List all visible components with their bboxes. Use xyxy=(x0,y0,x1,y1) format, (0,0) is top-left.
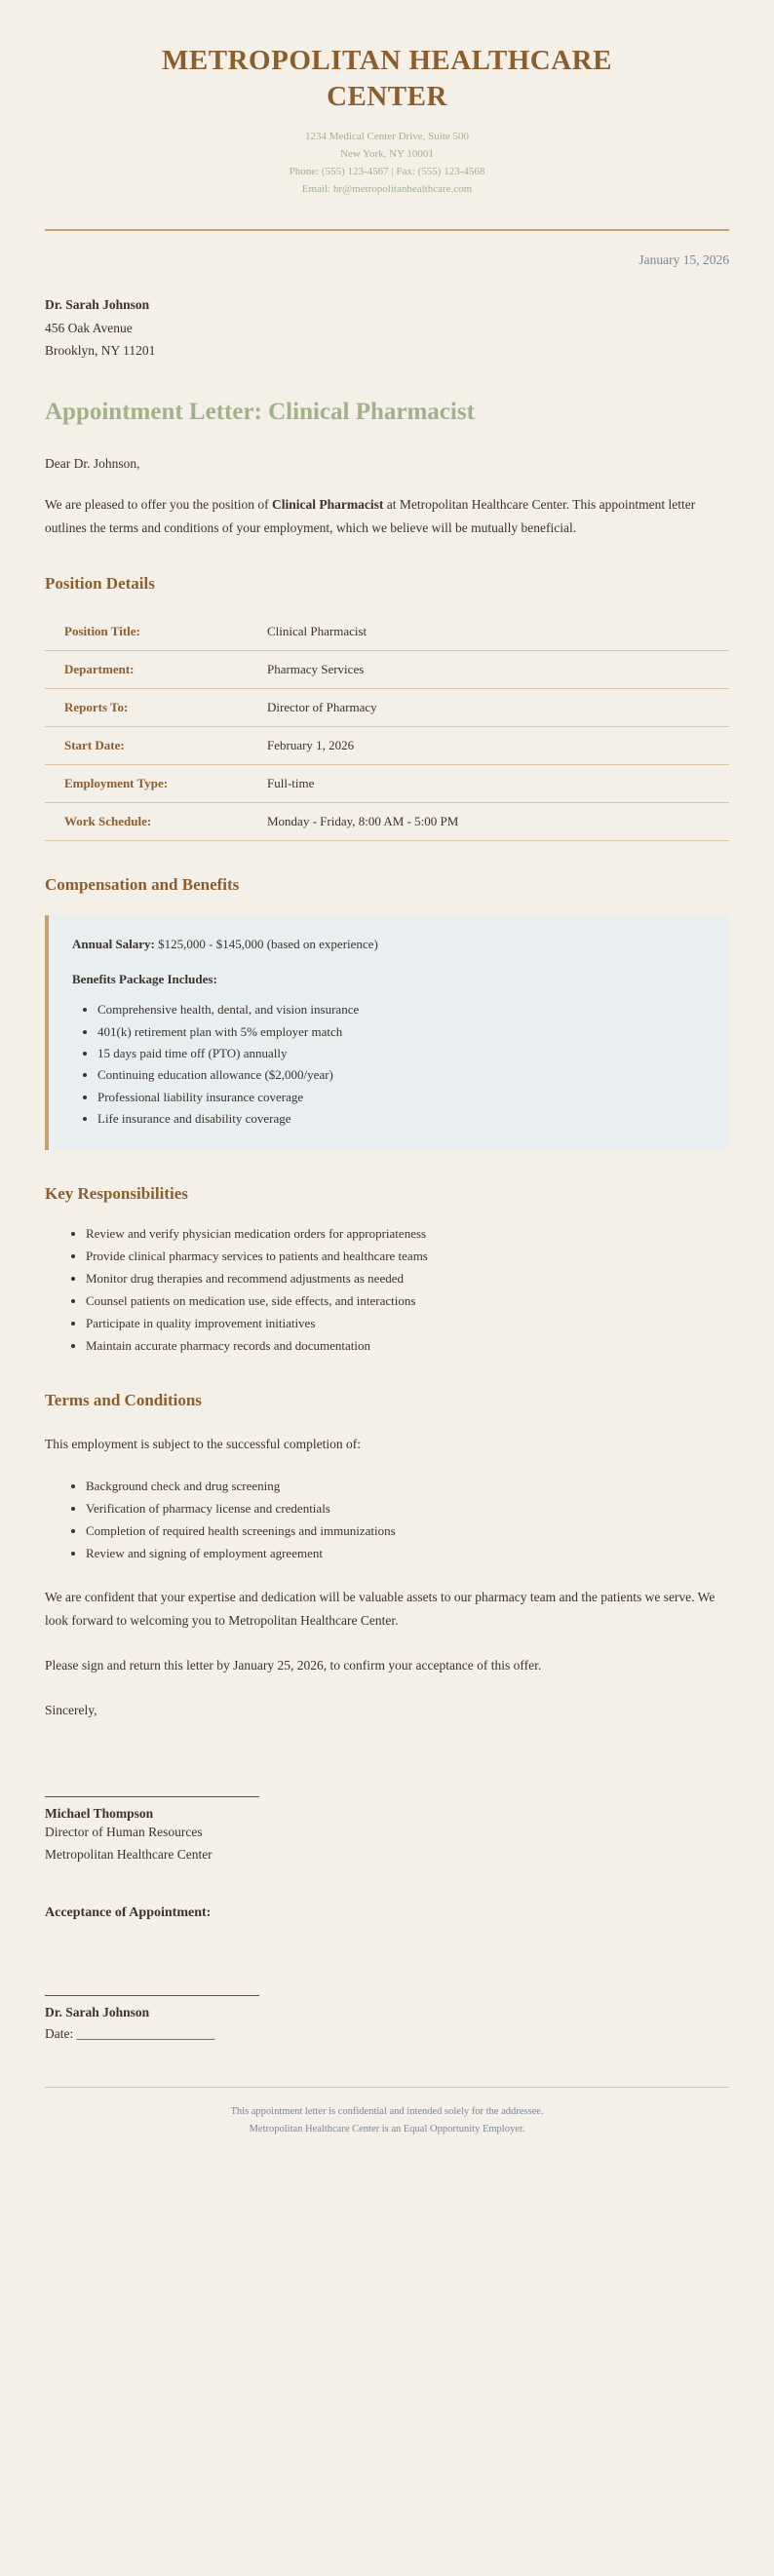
letterhead-divider xyxy=(45,229,729,231)
org-email: Email: hr@metropolitanhealthcare.com xyxy=(301,182,473,195)
signatory-title: Director of Human Resources xyxy=(45,1825,203,1840)
footer-eeo-line: Metropolitan Healthcare Center is an Equal Opportunity Employer. xyxy=(249,2123,525,2134)
footer-confidentiality-line: This appointment letter is confidential and intended solely for the addressee. xyxy=(230,2105,544,2117)
intro-position-emphasis: Clinical Pharmacist xyxy=(271,497,384,513)
org-address-line: 1234 Medical Center Drive, Suite 500 xyxy=(304,131,470,143)
list-item: • Continuing education allowance ($2,000/year) xyxy=(97,1064,708,1086)
recipient-name: Dr. Sarah Johnson xyxy=(45,297,150,313)
row-value: Monday - Friday, 8:00 AM - 5:00 PM xyxy=(267,802,729,840)
section-heading-compensation: Compensation and Benefits xyxy=(45,874,240,894)
intro-paragraph xyxy=(45,493,729,540)
list-item: • Verification of pharmacy license and credentials xyxy=(86,1497,729,1519)
benefits-package-title: Benefits Package Includes: xyxy=(72,972,217,987)
list-item: • Comprehensive health, dental, and vision insurance xyxy=(97,999,708,1020)
section-heading-position-details: Position Details xyxy=(45,574,155,594)
list-item: • Review and verify physician medication orders for appropriateness xyxy=(86,1222,729,1245)
annual-salary-value: $125,000 - $145,000 (based on experience) xyxy=(154,936,378,951)
row-label: Start Date: xyxy=(45,726,267,764)
table-row xyxy=(45,764,729,802)
table-row xyxy=(45,613,729,651)
section-heading-terms: Terms and Conditions xyxy=(45,1391,202,1410)
organization-name: METROPOLITAN HEALTHCARE CENTER xyxy=(162,45,612,113)
signature-block xyxy=(45,1751,729,1866)
list-item: • Completion of required health screenings and immunizations xyxy=(86,1519,729,1542)
annual-salary-label: Annual Salary: xyxy=(72,936,155,951)
row-value: February 1, 2026 xyxy=(267,726,729,764)
org-city-state-zip: New York, NY 10001 xyxy=(340,148,434,161)
annual-salary-line xyxy=(72,935,708,955)
position-details-table xyxy=(45,613,729,841)
recipient-city-state-zip: Brooklyn, NY 11201 xyxy=(45,342,156,358)
benefits-callout-box xyxy=(45,915,729,1150)
recipient-address-block xyxy=(45,293,729,362)
closing-paragraph-1: We are confident that your expertise and dedication will be valuable assets to our pharmacy team and the patients we serve. We look forward to welcoming you to Metropolitan Healthcare Center. xyxy=(45,1590,716,1629)
recipient-street: 456 Oak Avenue xyxy=(45,320,133,335)
table-row xyxy=(45,726,729,764)
list-item: • 15 days paid time off (PTO) annually xyxy=(97,1043,708,1064)
table-row xyxy=(45,802,729,840)
row-label: Position Title: xyxy=(45,613,267,651)
acceptance-signature-line[interactable] xyxy=(45,1950,259,1996)
closing-paragraph-2: Please sign and return this letter by January 25, 2026, to confirm your acceptance of this offer. xyxy=(45,1658,542,1673)
row-value: Full-time xyxy=(267,764,729,802)
row-value: Pharmacy Services xyxy=(267,650,729,688)
letter-date: January 15, 2026 xyxy=(639,252,729,268)
row-label: Work Schedule: xyxy=(45,802,267,840)
acceptance-date-field[interactable]: Date: _____________________ xyxy=(45,2025,215,2041)
list-item: • Background check and drug screening xyxy=(86,1475,729,1497)
row-label: Department: xyxy=(45,650,267,688)
list-item: • 401(k) retirement plan with 5% employer match xyxy=(97,1021,708,1043)
org-phone-fax: Phone: (555) 123-4567 | Fax: (555) 123-4568 xyxy=(289,165,485,177)
list-item: • Professional liability insurance coverage xyxy=(97,1087,708,1108)
acceptance-signature-block xyxy=(45,1950,729,2042)
footer-divider xyxy=(45,2087,729,2088)
list-item: • Review and signing of employment agreement xyxy=(86,1542,729,1564)
signatory-organization: Metropolitan Healthcare Center xyxy=(45,1847,213,1862)
list-item: • Participate in quality improvement initiatives xyxy=(86,1312,729,1334)
row-label: Reports To: xyxy=(45,688,267,726)
table-row xyxy=(45,650,729,688)
list-item: • Maintain accurate pharmacy records and documentation xyxy=(86,1334,729,1357)
table-row xyxy=(45,688,729,726)
benefits-list xyxy=(72,999,708,1130)
row-value: Clinical Pharmacist xyxy=(267,613,729,651)
organization-contact-block xyxy=(45,129,729,198)
row-label: Employment Type: xyxy=(45,764,267,802)
signatory-name: Michael Thompson xyxy=(45,1806,154,1822)
row-value: Director of Pharmacy xyxy=(267,688,729,726)
signature-line xyxy=(45,1751,259,1797)
acceptance-signatory-name: Dr. Sarah Johnson xyxy=(45,2004,150,2019)
acceptance-heading: Acceptance of Appointment: xyxy=(45,1904,212,1920)
terms-list xyxy=(45,1475,729,1565)
section-heading-responsibilities: Key Responsibilities xyxy=(45,1183,188,1203)
intro-text-part2: at Metropolitan Healthcare Center. This appointment letter outlines the terms and conditions of your employment, which we believe will be mutually beneficial. xyxy=(45,497,696,536)
sincerely-line: Sincerely, xyxy=(45,1703,97,1718)
terms-intro-paragraph: This employment is subject to the successful completion of: xyxy=(45,1437,361,1452)
letterhead xyxy=(45,43,729,213)
list-item: • Counsel patients on medication use, side effects, and interactions xyxy=(86,1289,729,1312)
footer xyxy=(45,2103,729,2138)
intro-text-part1: We are pleased to offer you the position of xyxy=(45,497,272,513)
list-item: • Life insurance and disability coverage xyxy=(97,1108,708,1130)
responsibilities-list xyxy=(45,1222,729,1358)
page-title: Appointment Letter: Clinical Pharmacist xyxy=(45,399,475,426)
salutation: Dear Dr. Johnson, xyxy=(45,456,140,472)
list-item: • Provide clinical pharmacy services to patients and healthcare teams xyxy=(86,1245,729,1267)
list-item: • Monitor drug therapies and recommend adjustments as needed xyxy=(86,1267,729,1289)
